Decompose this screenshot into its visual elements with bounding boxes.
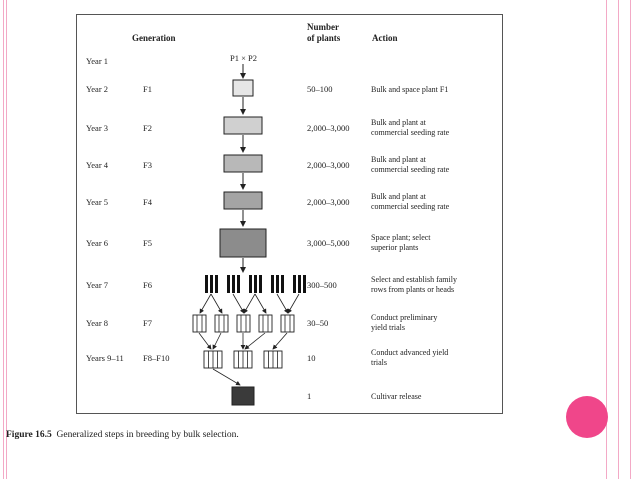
- family-rows-f6: [205, 275, 306, 293]
- cross-label: P1 × P2: [230, 53, 257, 63]
- box-f4: [224, 192, 262, 209]
- yield-plot: [237, 315, 250, 332]
- arrow-f7-f8: [245, 333, 265, 349]
- row-bar: [276, 275, 279, 293]
- plants-release: 1: [307, 391, 312, 401]
- row-bar: [237, 275, 240, 293]
- plants-year-8: 30–50: [307, 318, 329, 328]
- arrow-f6-f7: [255, 294, 266, 313]
- arrow-f6-f7: [277, 294, 288, 313]
- box-f2: [224, 117, 262, 134]
- action-year-7-line1: Select and establish family: [371, 275, 457, 284]
- gen-f2: F2: [143, 123, 152, 133]
- row-bar: [254, 275, 257, 293]
- row-bar: [259, 275, 262, 293]
- action-year-4-line1: Bulk and plant at: [371, 155, 426, 164]
- arrow-f7-f8: [199, 333, 211, 349]
- action-year-9-11-line2: trials: [371, 358, 387, 367]
- row-bar: [227, 275, 230, 293]
- arrow-f6-f7: [288, 294, 299, 313]
- row-bar: [298, 275, 301, 293]
- year-5: Year 5: [86, 197, 109, 207]
- arrow-f6-f7: [200, 294, 211, 313]
- gen-f3: F3: [143, 160, 152, 170]
- caption-label: Figure 16.5: [6, 430, 52, 440]
- year-6: Year 6: [86, 238, 109, 248]
- year-8: Year 8: [86, 318, 109, 328]
- action-year-5-line1: Bulk and plant at: [371, 192, 426, 201]
- yield-plot: [281, 315, 294, 332]
- arrow-f6-f7: [244, 294, 255, 313]
- action-year-8-line2: yield trials: [371, 323, 405, 332]
- header-action: Action: [372, 33, 398, 43]
- year-3: Year 3: [86, 123, 109, 133]
- action-year-4-line2: commercial seeding rate: [371, 165, 450, 174]
- plants-year-6: 3,000–5,000: [307, 238, 350, 248]
- box-cultivar-release: [232, 387, 254, 405]
- action-year-5-line2: commercial seeding rate: [371, 202, 450, 211]
- action-year-6-line2: superior plants: [371, 243, 419, 252]
- action-year-9-11-line1: Conduct advanced yield: [371, 348, 449, 357]
- row-bar: [215, 275, 218, 293]
- row-bar: [210, 275, 213, 293]
- arrow-f7-f8: [273, 333, 287, 349]
- action-year-6-line1: Space plant; select: [371, 233, 431, 242]
- gen-f1: F1: [143, 84, 152, 94]
- arrow-f6-f7: [211, 294, 222, 313]
- year-4: Year 4: [86, 160, 109, 170]
- arrow-f7-f8: [213, 333, 221, 349]
- gen-f8-f10: F8–F10: [143, 353, 170, 363]
- action-year-3-line2: commercial seeding rate: [371, 128, 450, 137]
- plants-year-9-11: 10: [307, 353, 316, 363]
- row-bar: [205, 275, 208, 293]
- box-f3: [224, 155, 262, 172]
- header-number-line2: of plants: [307, 33, 341, 43]
- arrow-to-release: [213, 369, 240, 385]
- yield-plot: [193, 315, 206, 332]
- gen-f6: F6: [143, 280, 152, 290]
- box-f1: [233, 80, 253, 96]
- row-bar: [303, 275, 306, 293]
- year-2: Year 2: [86, 84, 109, 94]
- gen-f4: F4: [143, 197, 152, 207]
- action-year-8-line1: Conduct preliminary: [371, 313, 438, 322]
- gen-f5: F5: [143, 238, 152, 248]
- action-year-2: Bulk and space plant F1: [371, 85, 449, 94]
- plants-year-5: 2,000–3,000: [307, 197, 350, 207]
- plants-year-3: 2,000–3,000: [307, 123, 350, 133]
- arrow-f6-f7: [233, 294, 244, 313]
- action-release: Cultivar release: [371, 392, 422, 401]
- row-bar: [232, 275, 235, 293]
- yield-plot: [215, 315, 228, 332]
- year-1: Year 1: [86, 56, 109, 66]
- action-year-3-line1: Bulk and plant at: [371, 118, 426, 127]
- header-number-line1: Number: [307, 22, 339, 32]
- plants-year-7: 300–500: [307, 280, 337, 290]
- plants-year-4: 2,000–3,000: [307, 160, 350, 170]
- year-7: Year 7: [86, 280, 109, 290]
- row-bar: [293, 275, 296, 293]
- yield-plots-f7: [193, 315, 294, 332]
- row-bar: [281, 275, 284, 293]
- header-generation: Generation: [132, 33, 176, 43]
- gen-f7: F7: [143, 318, 152, 328]
- caption-text: Generalized steps in breeding by bulk selection.: [56, 430, 239, 440]
- yield-plot: [259, 315, 272, 332]
- year-9-11: Years 9–11: [86, 353, 124, 363]
- action-year-7-line2: rows from plants or heads: [371, 285, 455, 294]
- row-bar: [271, 275, 274, 293]
- box-f5: [220, 229, 266, 257]
- plants-year-2: 50–100: [307, 84, 333, 94]
- row-bar: [249, 275, 252, 293]
